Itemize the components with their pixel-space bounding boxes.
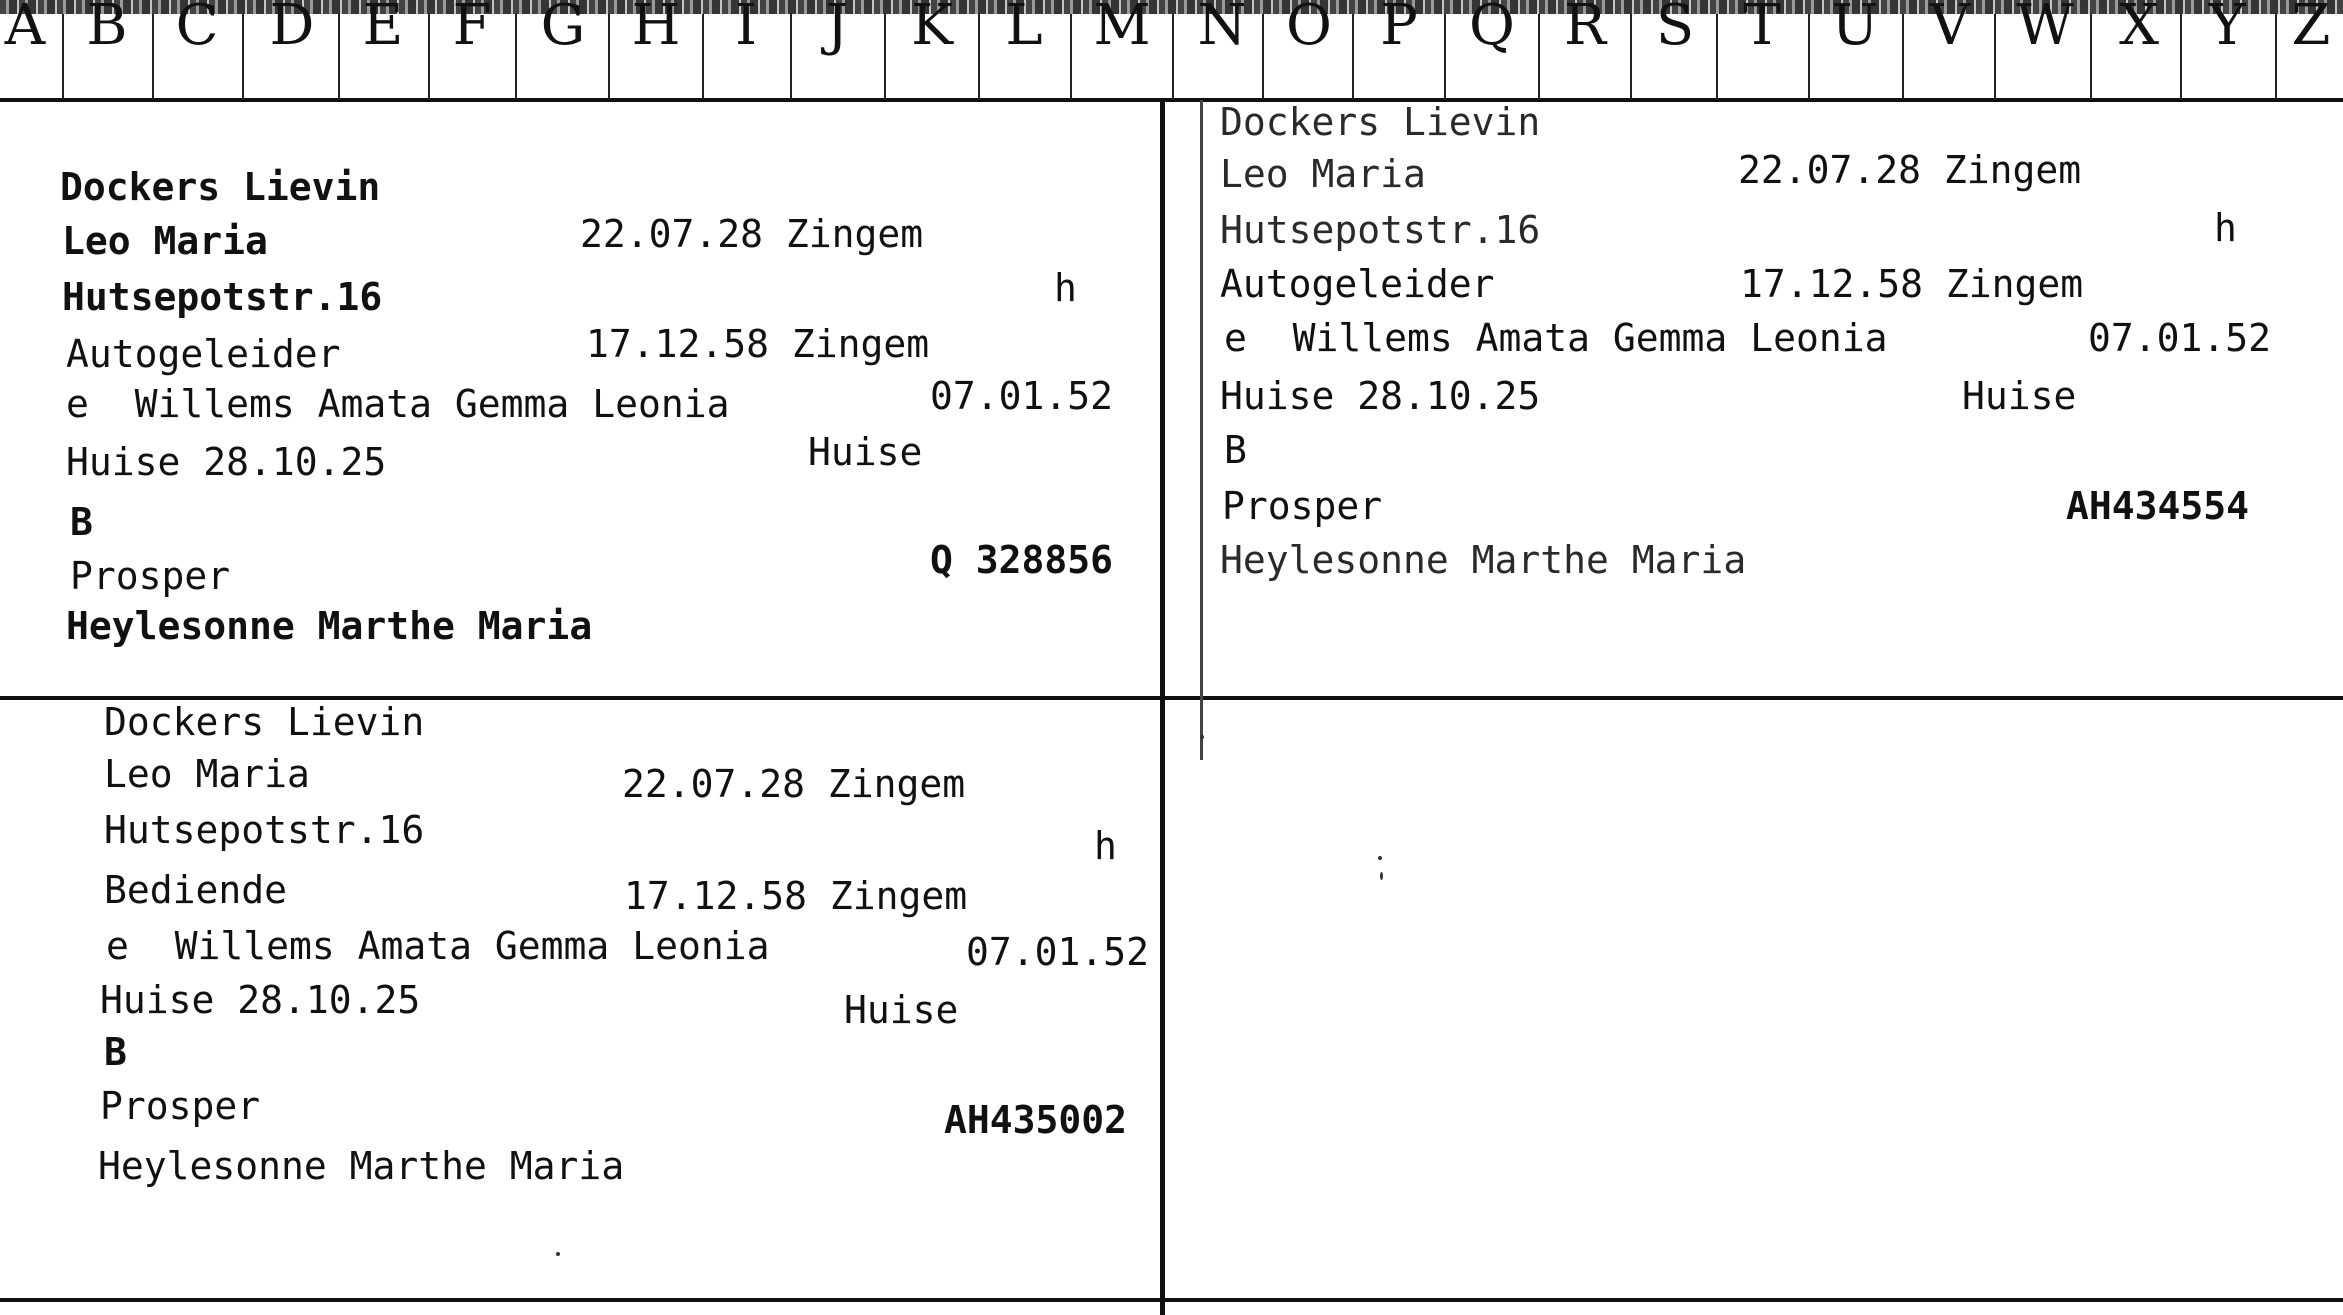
card-mark: h xyxy=(1054,266,1077,310)
tab-divider xyxy=(1070,14,1072,98)
index-letter-a[interactable]: A xyxy=(4,0,46,58)
card-edge-line xyxy=(1200,100,1203,760)
index-letter-d[interactable]: D xyxy=(269,0,315,58)
card-name: Dockers Lievin xyxy=(104,700,425,744)
tab-divider xyxy=(338,14,340,98)
index-letter-p[interactable]: P xyxy=(1380,0,1418,58)
card-spouse: e Willems Amata Gemma Leonia xyxy=(66,382,730,426)
index-letter-g[interactable]: G xyxy=(540,0,586,58)
tab-divider xyxy=(152,14,154,98)
card-mother: Heylesonne Marthe Maria xyxy=(66,604,593,648)
tab-divider xyxy=(1902,14,1904,98)
tab-divider xyxy=(2275,14,2277,98)
card-place: Huise xyxy=(808,430,923,474)
card-spouse-date: 07.01.52 xyxy=(966,930,1150,974)
index-letter-w[interactable]: W xyxy=(2016,0,2074,58)
scan-speck xyxy=(1200,735,1204,739)
card-given-names: Leo Maria xyxy=(1220,152,1426,196)
tab-divider xyxy=(1716,14,1718,98)
card-occupation: Bediende xyxy=(104,868,288,912)
index-letter-q[interactable]: Q xyxy=(1469,0,1515,58)
card-bottom-right-empty[interactable] xyxy=(1166,700,2343,1298)
card-spouse-birth: Huise 28.10.25 xyxy=(1220,374,1541,418)
tab-divider xyxy=(62,14,64,98)
index-letter-j[interactable]: J xyxy=(825,0,849,58)
card-place: Huise xyxy=(844,988,959,1032)
index-letter-r[interactable]: R xyxy=(1563,0,1607,58)
alphabet-index-bar xyxy=(0,0,2343,102)
card-street: Hutsepotstr.16 xyxy=(1220,208,1541,252)
index-letter-v[interactable]: V xyxy=(1929,0,1971,58)
card-spouse-date: 07.01.52 xyxy=(930,374,1114,418)
scan-speck xyxy=(1378,856,1382,860)
card-mark: h xyxy=(2214,206,2237,250)
tab-divider xyxy=(1994,14,1996,98)
tab-divider xyxy=(242,14,244,98)
card-id-number: AH434554 xyxy=(2066,484,2250,528)
index-letter-i[interactable]: I xyxy=(734,0,758,58)
index-letter-b[interactable]: B xyxy=(86,0,128,58)
tab-divider xyxy=(884,14,886,98)
tab-divider xyxy=(1172,14,1174,98)
card-father: Prosper xyxy=(100,1084,261,1128)
tab-divider xyxy=(1444,14,1446,98)
index-letter-u[interactable]: U xyxy=(1831,0,1879,58)
tab-divider xyxy=(1808,14,1810,98)
card-birth: 22.07.28 Zingem xyxy=(622,762,966,806)
index-letter-t[interactable]: T xyxy=(1743,0,1781,58)
card-id-number: AH435002 xyxy=(944,1098,1128,1142)
card-spouse-date: 07.01.52 xyxy=(2088,316,2272,360)
index-letter-z[interactable]: Z xyxy=(2291,0,2331,58)
index-letter-n[interactable]: N xyxy=(1197,0,1247,58)
tab-divider xyxy=(702,14,704,98)
index-letter-e[interactable]: E xyxy=(362,0,404,58)
card-spouse: e Willems Amata Gemma Leonia xyxy=(1224,316,1888,360)
index-letter-x[interactable]: X xyxy=(2119,0,2159,58)
card-id-number: Q 328856 xyxy=(930,538,1114,582)
card-mark: h xyxy=(1094,824,1117,868)
card-code: B xyxy=(104,1030,127,1074)
card-birth: 22.07.28 Zingem xyxy=(580,212,924,256)
tab-divider xyxy=(1262,14,1264,98)
index-letter-c[interactable]: C xyxy=(175,0,219,58)
card-birth: 22.07.28 Zingem xyxy=(1738,148,2082,192)
tab-divider xyxy=(978,14,980,98)
card-name: Dockers Lievin xyxy=(1220,100,1541,144)
index-letter-h[interactable]: H xyxy=(631,0,681,58)
card-mother: Heylesonne Marthe Maria xyxy=(98,1144,625,1188)
card-occupation-date: 17.12.58 Zingem xyxy=(586,322,930,366)
index-letter-s[interactable]: S xyxy=(1655,0,1695,58)
card-street: Hutsepotstr.16 xyxy=(62,275,383,319)
tab-divider xyxy=(1352,14,1354,98)
index-letter-l[interactable]: L xyxy=(1005,0,1043,58)
scan-speck xyxy=(556,1252,560,1256)
tab-divider xyxy=(1630,14,1632,98)
card-divider-bottom xyxy=(0,1298,2343,1302)
card-given-names: Leo Maria xyxy=(104,752,310,796)
tab-divider xyxy=(515,14,517,98)
card-street: Hutsepotstr.16 xyxy=(104,808,425,852)
card-occupation: Autogeleider xyxy=(66,332,341,376)
index-letter-o[interactable]: O xyxy=(1286,0,1332,58)
card-mother: Heylesonne Marthe Maria xyxy=(1220,538,1747,582)
card-spouse-birth: Huise 28.10.25 xyxy=(100,978,421,1022)
card-spouse: e Willems Amata Gemma Leonia xyxy=(106,924,770,968)
card-place: Huise xyxy=(1962,374,2077,418)
tab-divider xyxy=(790,14,792,98)
card-occupation-date: 17.12.58 Zingem xyxy=(624,874,968,918)
card-occupation-date: 17.12.58 Zingem xyxy=(1740,262,2084,306)
card-spouse-birth: Huise 28.10.25 xyxy=(66,440,387,484)
index-letter-m[interactable]: M xyxy=(1093,0,1151,58)
card-code: B xyxy=(70,500,93,544)
index-letter-k[interactable]: K xyxy=(911,0,953,58)
tab-divider xyxy=(1538,14,1540,98)
card-occupation: Autogeleider xyxy=(1220,262,1495,306)
card-code: B xyxy=(1224,428,1247,472)
index-letter-f[interactable]: F xyxy=(452,0,492,58)
tab-divider xyxy=(608,14,610,98)
tab-divider xyxy=(2180,14,2182,98)
scan-speck xyxy=(1380,872,1383,880)
tab-divider xyxy=(428,14,430,98)
card-father: Prosper xyxy=(70,554,231,598)
card-divider-vertical xyxy=(1160,100,1165,1315)
tab-divider xyxy=(2090,14,2092,98)
card-given-names: Leo Maria xyxy=(62,219,268,263)
card-father: Prosper xyxy=(1222,484,1383,528)
card-name: Dockers Lievin xyxy=(60,165,381,209)
index-letter-y[interactable]: Y xyxy=(2208,0,2246,58)
